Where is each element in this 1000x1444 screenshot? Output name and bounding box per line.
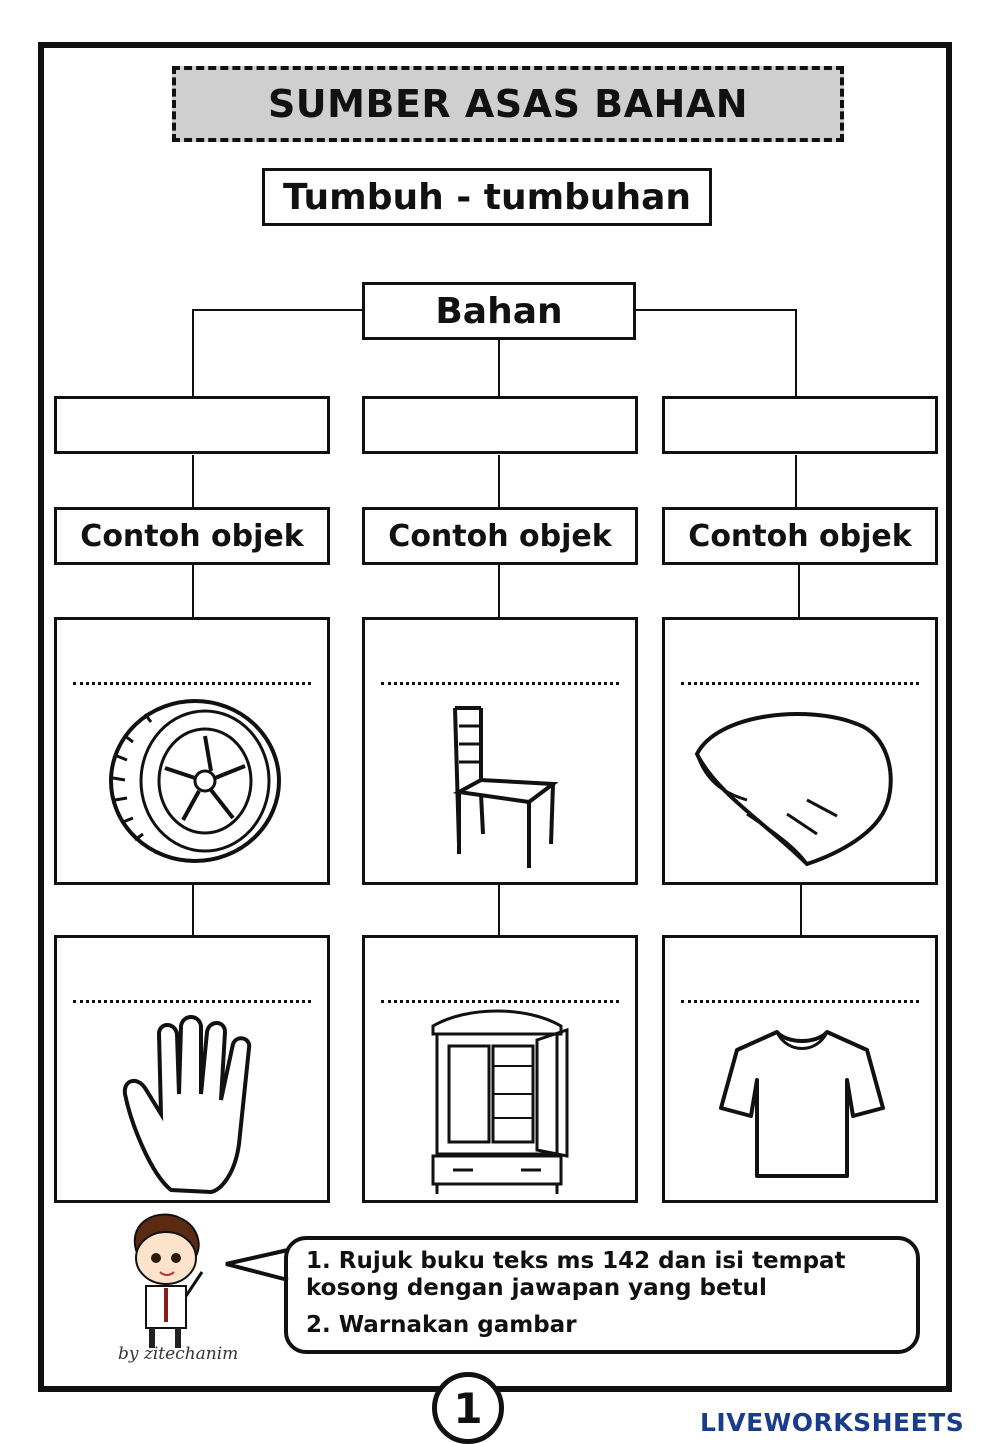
answer-dotted-line bbox=[73, 1000, 311, 1003]
glove-icon bbox=[121, 1014, 271, 1194]
boy-mascot-icon bbox=[114, 1210, 224, 1350]
connector-line bbox=[192, 309, 364, 311]
answer-input-3[interactable] bbox=[662, 396, 938, 454]
signature-text: by zitechanim bbox=[118, 1344, 239, 1364]
connector-line bbox=[192, 455, 194, 507]
connector-line bbox=[798, 565, 800, 617]
chair-icon bbox=[441, 704, 571, 874]
answer-dotted-line bbox=[681, 682, 919, 685]
root-label-bahan: Bahan bbox=[362, 282, 636, 340]
answer-dotted-line bbox=[381, 1000, 619, 1003]
worksheet-subtitle: Tumbuh - tumbuhan bbox=[262, 168, 712, 226]
object-card-glove[interactable] bbox=[54, 935, 330, 1203]
connector-line bbox=[795, 455, 797, 507]
instruction-2: 2. Warnakan gambar bbox=[306, 1312, 577, 1338]
footer-brand[interactable]: LIVEWORKSHEETS bbox=[700, 1408, 965, 1437]
speech-bubble-pointer bbox=[222, 1246, 292, 1286]
object-card-towel[interactable] bbox=[662, 617, 938, 885]
connector-line bbox=[498, 885, 500, 937]
answer-dotted-line bbox=[381, 682, 619, 685]
answer-input-1[interactable] bbox=[54, 396, 330, 454]
towel-icon bbox=[687, 704, 907, 874]
example-label-1: Contoh objek bbox=[54, 507, 330, 565]
wardrobe-icon bbox=[427, 1006, 577, 1196]
example-label-3: Contoh objek bbox=[662, 507, 938, 565]
connector-line bbox=[498, 565, 500, 617]
tyre-icon bbox=[105, 696, 285, 866]
instructions-bubble bbox=[284, 1236, 920, 1354]
connector-line bbox=[636, 309, 796, 311]
instruction-1: 1. Rujuk buku teks ms 142 dan isi tempat kosong dengan jawapan yang betul bbox=[306, 1248, 846, 1301]
example-label-2: Contoh objek bbox=[362, 507, 638, 565]
answer-input-2[interactable] bbox=[362, 396, 638, 454]
connector-line bbox=[192, 885, 194, 937]
object-card-chair[interactable] bbox=[362, 617, 638, 885]
connector-line bbox=[795, 309, 797, 397]
answer-dotted-line bbox=[681, 1000, 919, 1003]
tshirt-icon bbox=[717, 1024, 887, 1184]
object-card-tyre[interactable] bbox=[54, 617, 330, 885]
connector-line bbox=[498, 340, 500, 397]
worksheet-title: SUMBER ASAS BAHAN bbox=[172, 66, 844, 142]
connector-line bbox=[192, 309, 194, 397]
connector-line bbox=[800, 885, 802, 937]
connector-line bbox=[192, 565, 194, 617]
answer-dotted-line bbox=[73, 682, 311, 685]
page-number: 1 bbox=[432, 1372, 504, 1444]
connector-line bbox=[498, 455, 500, 507]
object-card-wardrobe[interactable] bbox=[362, 935, 638, 1203]
object-card-tshirt[interactable] bbox=[662, 935, 938, 1203]
